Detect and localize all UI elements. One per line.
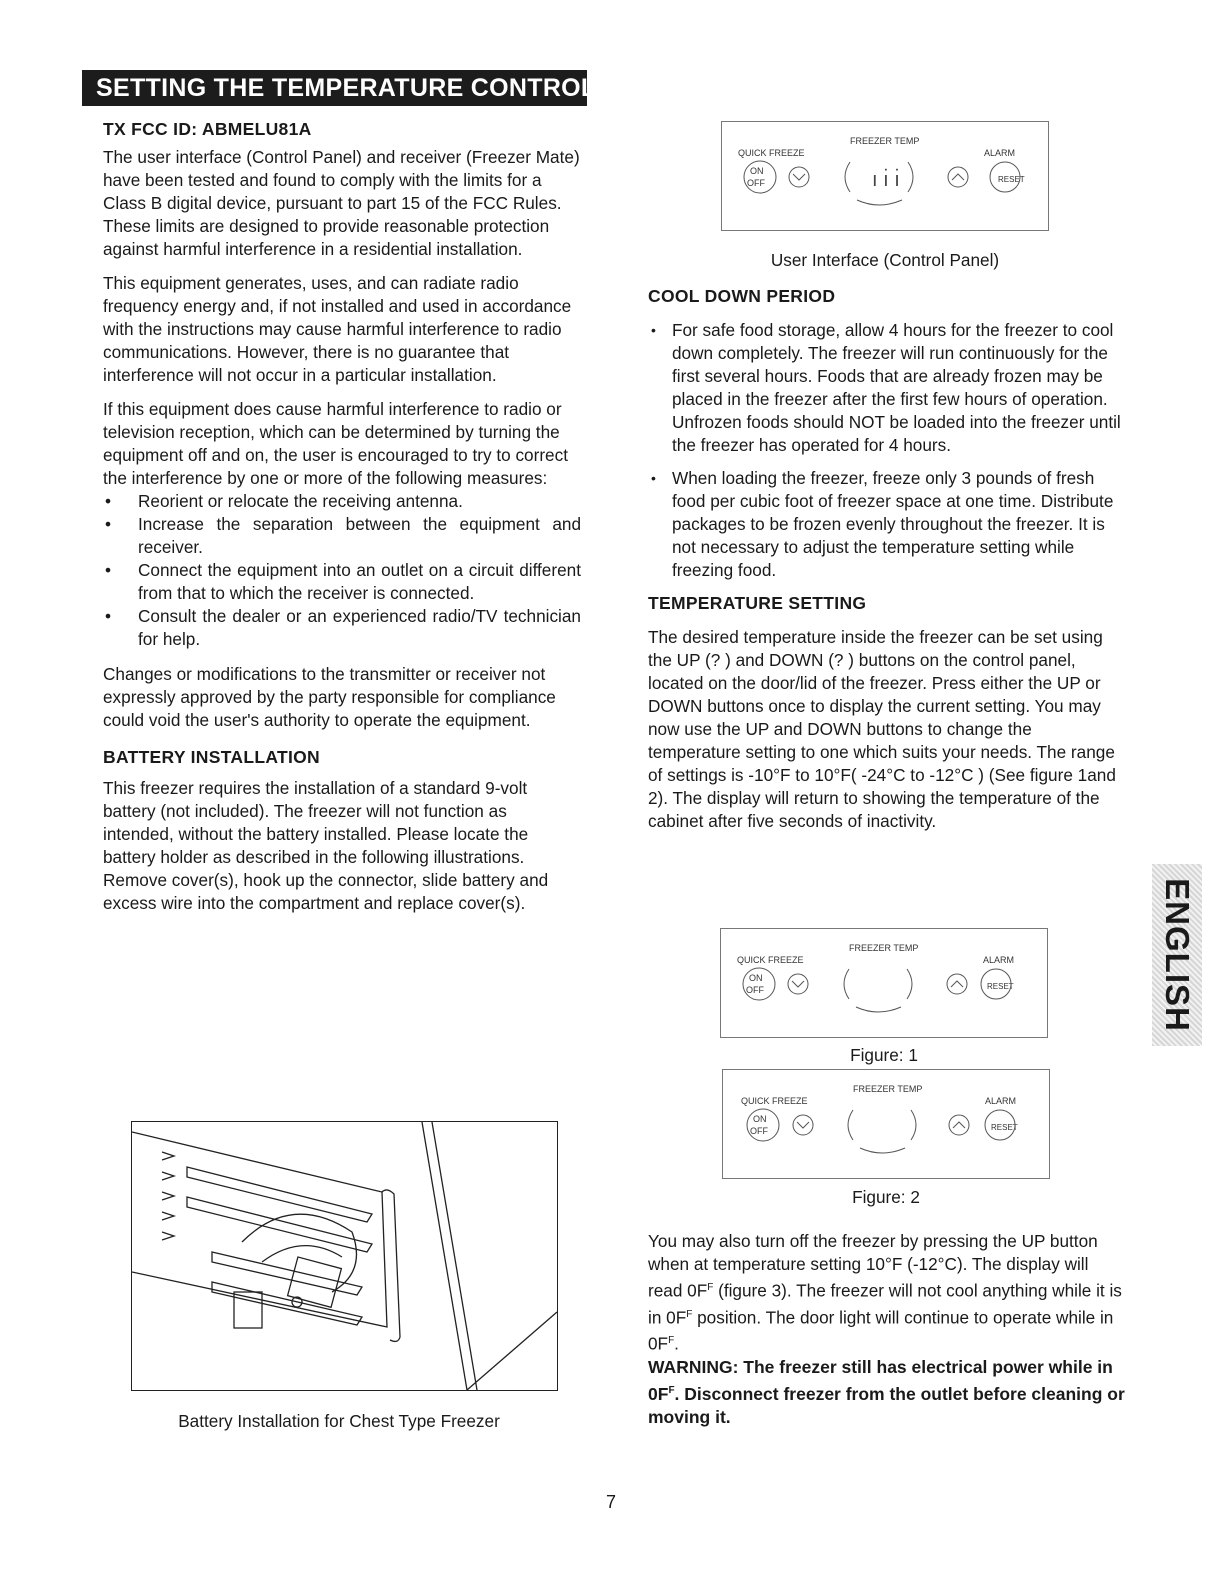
cool-down-heading: COOL DOWN PERIOD — [648, 286, 836, 306]
measure-item: • Increase the separation between the equipment and receiver. — [103, 513, 581, 559]
fcc-paragraph-3: If this equipment does cause harmful interference to radio or television reception, which can be determined by turning the equipment off and on, the user is encouraged to try to correct the interference by one or more of the following measures: — [103, 399, 568, 488]
off-paragraph: You may also turn off the freezer by pressing the UP button when at temperature setting 10°F (-12°C). The display will read $0F^F$ (figure 3). The freezer will not cool anything while it is in $0F^F$ position. The door light will continue to operate while in $0F^F$. — [648, 1231, 1122, 1355]
temperature-setting-heading: TEMPERATURE SETTING — [648, 593, 867, 613]
quick-freeze-label: QUICK FREEZE — [741, 1096, 808, 1106]
measures-list — [103, 490, 581, 651]
panel-caption: User Interface (Control Panel) — [770, 250, 1000, 270]
warning-paragraph: WARNING: The freezer still has electrical power while in $0F^F$. Disconnect freezer from the outlet before cleaning or moving it. — [648, 1357, 1125, 1428]
figure-2-image — [722, 1069, 1050, 1179]
fcc-paragraph-1: The user interface (Control Panel) and receiver (Freezer Mate) have been tested and found to comply with the limits for a Class B digital device, pursuant to part 15 of the FCC Rules. These limits are designed to provide reasonable protection against harmful interference in a residential installation. — [103, 147, 580, 259]
off-label: OFF — [746, 985, 764, 995]
battery-heading: BATTERY INSTALLATION — [103, 747, 320, 767]
battery-paragraph: This freezer requires the installation of a standard 9-volt battery (not included). The freezer will not function as intended, without the battery installed. Please locate the battery holder as described in the following illustrations. Remove cover(s), hook up the connector, slide battery and excess wire into the compartment and replace cover(s). — [103, 778, 549, 913]
cool-down-item: • For safe food storage, allow 4 hours for the freezer to cool down completely. The freezer will run continuously for the first several hours. Foods that are already frozen may be placed in the freezer after the first few hours of operation. Unfrozen foods should NOT be loaded into the freezer until the freezer has operated for 4 hours. — [648, 319, 1126, 457]
alarm-label: ALARM — [983, 955, 1015, 965]
reset-label: RESET — [987, 982, 1014, 991]
cool-down-item: • When loading the freezer, freeze only 3 pounds of fresh food per cubic foot of freezer space at one time. Distribute packages to be frozen evenly throughout the freezer. It is not necessary to adjust the temperature setting while freezing food. — [648, 467, 1126, 582]
fcc-paragraph-4: Changes or modifications to the transmitter or receiver not expressly approved by the party responsible for compliance could void the user's authority to operate the equipment. — [103, 664, 556, 730]
right-column — [648, 285, 1126, 844]
freezer-temp-label: FREEZER TEMP — [850, 136, 920, 146]
on-label: ON — [749, 973, 763, 983]
measure-item: • Consult the dealer or an experienced radio/TV technician for help. — [103, 605, 581, 651]
measure-item: • Reorient or relocate the receiving antenna. — [103, 490, 581, 513]
fcc-paragraph-2: This equipment generates, uses, and can radiate radio frequency energy and, if not installed and used in accordance with the instructions may cause harmful interference to radio communications. However, there is no guarantee that interference will not occur in a particular installation. — [103, 273, 572, 385]
control-panel-image — [721, 121, 1049, 231]
quick-freeze-label: QUICK FREEZE — [737, 955, 804, 965]
off-section — [648, 1230, 1126, 1440]
temperature-setting-paragraph: The desired temperature inside the freezer can be set using the UP (? ) and DOWN (? ) buttons on the control panel, located on the door/lid of the freezer. Press either the UP or DOWN buttons once to display the current setting. You may now use the UP and DOWN buttons to change the temperature setting to one which suits your needs. The range of settings is -10°F to 10°F( -24°C to -12°C ) (See figure 1and 2). The display will return to showing the temperature of the cabinet after five seconds of inactivity. — [648, 627, 1116, 831]
battery-illustration — [131, 1121, 558, 1391]
figure-1-caption: Figure: 1 — [850, 1045, 918, 1065]
reset-label: RESET — [998, 175, 1025, 184]
section-banner: SETTING THE TEMPERATURE CONTROL — [82, 70, 587, 106]
cool-down-list — [648, 319, 1126, 582]
freezer-temp-label: FREEZER TEMP — [849, 943, 919, 953]
measure-item: • Connect the equipment into an outlet on a circuit different from that to which the receiver is connected. — [103, 559, 581, 605]
off-label: OFF — [750, 1126, 768, 1136]
alarm-label: ALARM — [985, 1096, 1017, 1106]
off-label: OFF — [747, 178, 765, 188]
figure-1-image — [720, 928, 1048, 1038]
reset-label: RESET — [991, 1123, 1018, 1132]
freezer-temp-label: FREEZER TEMP — [853, 1084, 923, 1094]
language-tab: ENGLISH — [1152, 864, 1202, 1046]
on-label: ON — [750, 166, 764, 176]
alarm-label: ALARM — [984, 148, 1016, 158]
fcc-id-heading: TX FCC ID: ABMELU81A — [103, 119, 312, 139]
figure-2-caption: Figure: 2 — [852, 1187, 920, 1207]
quick-freeze-label: QUICK FREEZE — [738, 148, 805, 158]
svg-text:ı ı̇ ı̇: ı ı̇ ı̇ — [872, 169, 900, 191]
page-number: 7 — [606, 1492, 617, 1512]
left-column — [103, 118, 581, 926]
on-label: ON — [753, 1114, 767, 1124]
illustration-caption: Battery Installation for Chest Type Freezer — [178, 1411, 500, 1431]
